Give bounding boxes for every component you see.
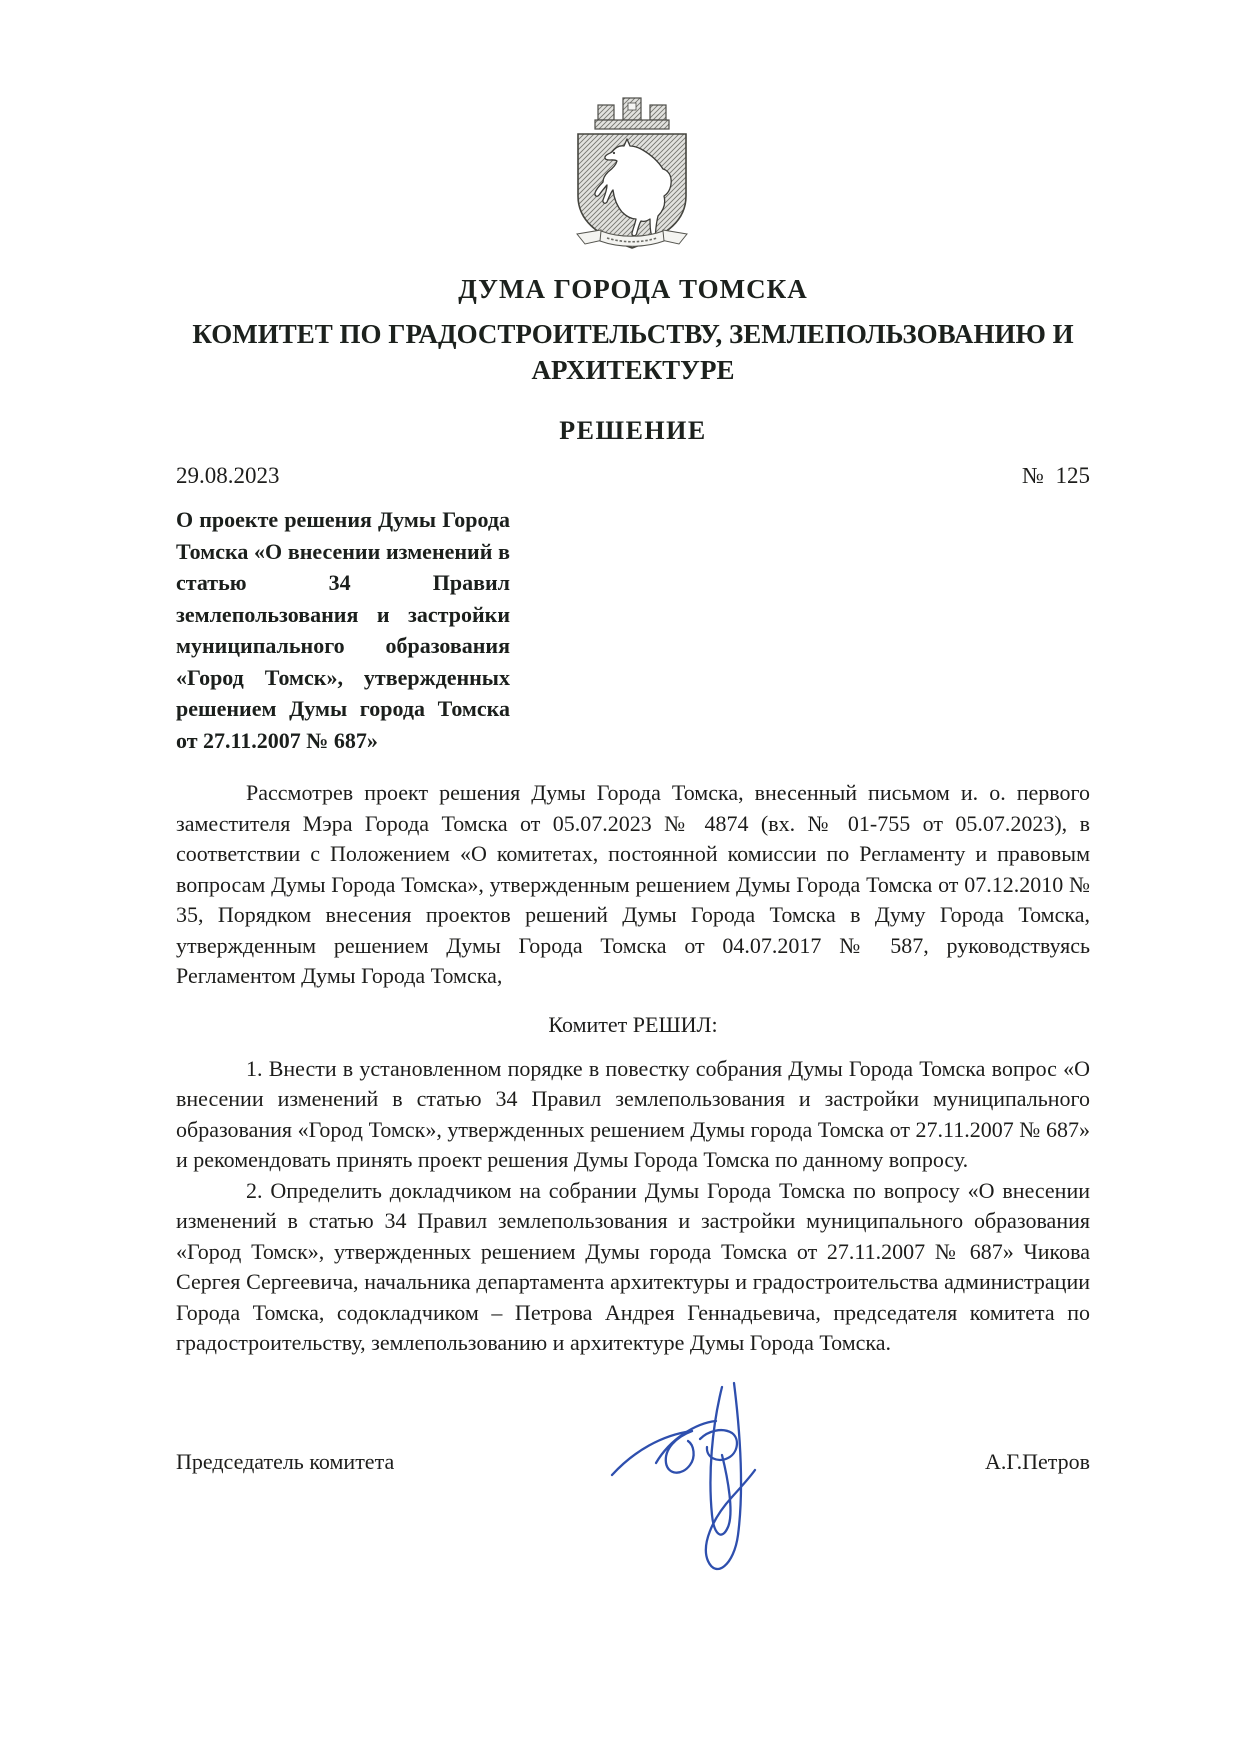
signatory-name: А.Г.Петров xyxy=(984,1448,1090,1474)
signatory-position: Председатель комитета xyxy=(176,1448,395,1474)
document-type-heading: РЕШЕНИЕ xyxy=(559,416,707,445)
document-number: № 125 xyxy=(1022,463,1090,488)
resolution-item-1: 1. Внести в установленном порядке в повестку собрания Думы Города Томска вопрос «О внесении изменений в статью 34 Правил землепользования и застройки муниципального образования «Город Томск», утвержденных решением Думы города Томска от 27.11.2007 № 687» и рекомендовать принять проект решения Думы Города Томска по данному вопросу. xyxy=(176,1055,1090,1172)
resolved-heading: Комитет РЕШИЛ: xyxy=(548,1011,718,1037)
committee-title: КОМИТЕТ ПО ГРАДОСТРОИТЕЛЬСТВУ, ЗЕМЛЕПОЛЬЗОВАНИЮ И АРХИТЕКТУРЕ xyxy=(192,319,1074,385)
resolution-items xyxy=(176,1054,1090,1359)
city-emblem-graphic xyxy=(571,92,695,254)
city-emblem xyxy=(571,92,695,254)
crown-icon xyxy=(595,98,669,129)
horse-eye xyxy=(613,152,615,154)
signature-ink xyxy=(604,1377,819,1592)
organization-title: ДУМА ГОРОДА ТОМСКА xyxy=(458,274,808,304)
signature-section xyxy=(176,1449,1090,1689)
resolution-item-2: 2. Определить докладчиком на собрании Думы Города Томска по вопросу «О внесении изменений в статью 34 Правил землепользования и застройки муниципального образования «Город Томск», утвержденных решением Думы города Томска от 27.11.2007 № 687» Чикова Сергея Сергеевича, начальника департамента архитектуры и градостроительства администрации Города Томска, содокладчиком – Петрова Андрея Геннадьевича, председателя комитета по градостроительству, землепользованию и архитектуре Думы Города Томска. xyxy=(176,1177,1090,1355)
date-number-row xyxy=(176,462,1090,490)
preamble-paragraph: Рассмотрев проект решения Думы Города Томска, внесенный письмом и. о. первого заместителя Мэра Города Томска от 05.07.2023 № 4874 (вх. № 01-755 от 05.07.2023), в соответствии с Положением «О комитетах, постоянной комиссии по Регламенту и правовым вопросам Думы Города Томска», утвержденным решением Думы Города Томска от 07.12.2010 № 35, Порядком внесения проектов решений Думы Города Томска в Думу Города Томска, утвержденным решением Думы Города Томска от 04.07.2017 № 587, руководствуясь Регламентом Думы Города Томска, xyxy=(176,780,1090,988)
document-date: 29.08.2023 xyxy=(176,463,280,488)
document-subject: О проекте решения Думы Города Томска «О внесении изменений в статью 34 Правил землепользования и застройки муниципального образования «Город Томск», утвержденных решением Думы города Томска от 27.11.2007 № 687» xyxy=(176,507,510,753)
